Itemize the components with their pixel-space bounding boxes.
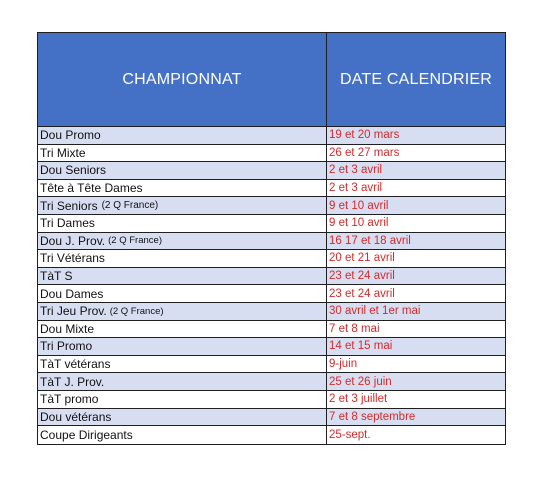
table-row bbox=[38, 303, 505, 321]
championship-name: Dou Seniors bbox=[40, 163, 107, 178]
championship-qualifier-note: (2 Q France) bbox=[108, 235, 162, 247]
championship-name: Tri Jeu Prov. bbox=[40, 304, 107, 319]
championship-name: Tri Mixte bbox=[40, 145, 86, 160]
championship-date: 23 et 24 avril bbox=[329, 287, 395, 300]
championship-name: Dou J. Prov. bbox=[40, 233, 106, 248]
championship-name: TàT vétérans bbox=[40, 357, 111, 372]
table-row bbox=[38, 215, 505, 233]
table-row bbox=[38, 426, 505, 444]
championship-name: Dou Dames bbox=[40, 286, 104, 301]
championship-date: 19 et 20 mars bbox=[329, 129, 400, 142]
championship-qualifier-note: (2 Q France) bbox=[109, 305, 164, 317]
championship-date: 9 et 10 avril bbox=[329, 217, 389, 230]
championship-date: 2 et 3 avril bbox=[329, 182, 383, 195]
championship-name: Dou vétérans bbox=[40, 409, 112, 424]
championship-name: Coupe Dirigeants bbox=[40, 427, 133, 442]
table-row bbox=[38, 285, 505, 303]
table-row bbox=[38, 373, 505, 391]
championship-date: 7 et 8 septembre bbox=[329, 410, 416, 423]
championship-date: 25 et 26 juin bbox=[329, 375, 392, 388]
championship-name: Tri Seniors bbox=[40, 198, 98, 213]
championship-qualifier-note: (2 Q France) bbox=[101, 200, 159, 212]
table-row bbox=[38, 233, 505, 251]
championship-date: 20 et 21 avril bbox=[329, 252, 395, 265]
championship-date: 16 17 et 18 avril bbox=[329, 234, 411, 247]
championship-date: 2 et 3 juillet bbox=[329, 393, 388, 406]
championship-name: Dou Promo bbox=[40, 128, 101, 143]
championship-date: 26 et 27 mars bbox=[329, 146, 400, 159]
championship-name: TàT J. Prov. bbox=[40, 374, 105, 389]
header-date-calendrier: DATE CALENDRIER bbox=[339, 70, 493, 88]
championship-name: TàT promo bbox=[40, 392, 99, 407]
championship-name: Dou Mixte bbox=[40, 321, 95, 336]
table-row bbox=[38, 391, 505, 409]
championship-date: 30 avril et 1er mai bbox=[329, 305, 421, 318]
championship-date: 14 et 15 mai bbox=[329, 340, 393, 353]
championship-name: Tri Vétérans bbox=[40, 251, 105, 266]
table-row bbox=[38, 356, 505, 374]
championship-date: 2 et 3 avril bbox=[329, 164, 383, 177]
championship-date: 9-juin bbox=[329, 358, 358, 371]
table-row bbox=[38, 180, 505, 198]
header-championnat: CHAMPIONNAT bbox=[38, 33, 327, 126]
table-row bbox=[38, 338, 505, 356]
championship-date: 25-sept. bbox=[329, 428, 371, 441]
championship-date: 23 et 24 avril bbox=[329, 270, 395, 283]
championship-name: Tri Promo bbox=[40, 339, 93, 354]
championship-table bbox=[37, 32, 506, 445]
championship-name: Tête à Tête Dames bbox=[40, 181, 143, 196]
championship-name: Tri Dames bbox=[40, 216, 95, 231]
championship-date: 7 et 8 mai bbox=[329, 322, 380, 335]
table-row bbox=[38, 197, 505, 215]
table-row bbox=[38, 409, 505, 427]
table-row bbox=[38, 321, 505, 339]
championship-date: 9 et 10 avril bbox=[329, 199, 389, 212]
table-header bbox=[38, 33, 505, 127]
table-row bbox=[38, 127, 505, 145]
championship-name: TàT S bbox=[40, 269, 73, 284]
table-row bbox=[38, 250, 505, 268]
table-row bbox=[38, 145, 505, 163]
table-row bbox=[38, 162, 505, 180]
table-row bbox=[38, 268, 505, 286]
